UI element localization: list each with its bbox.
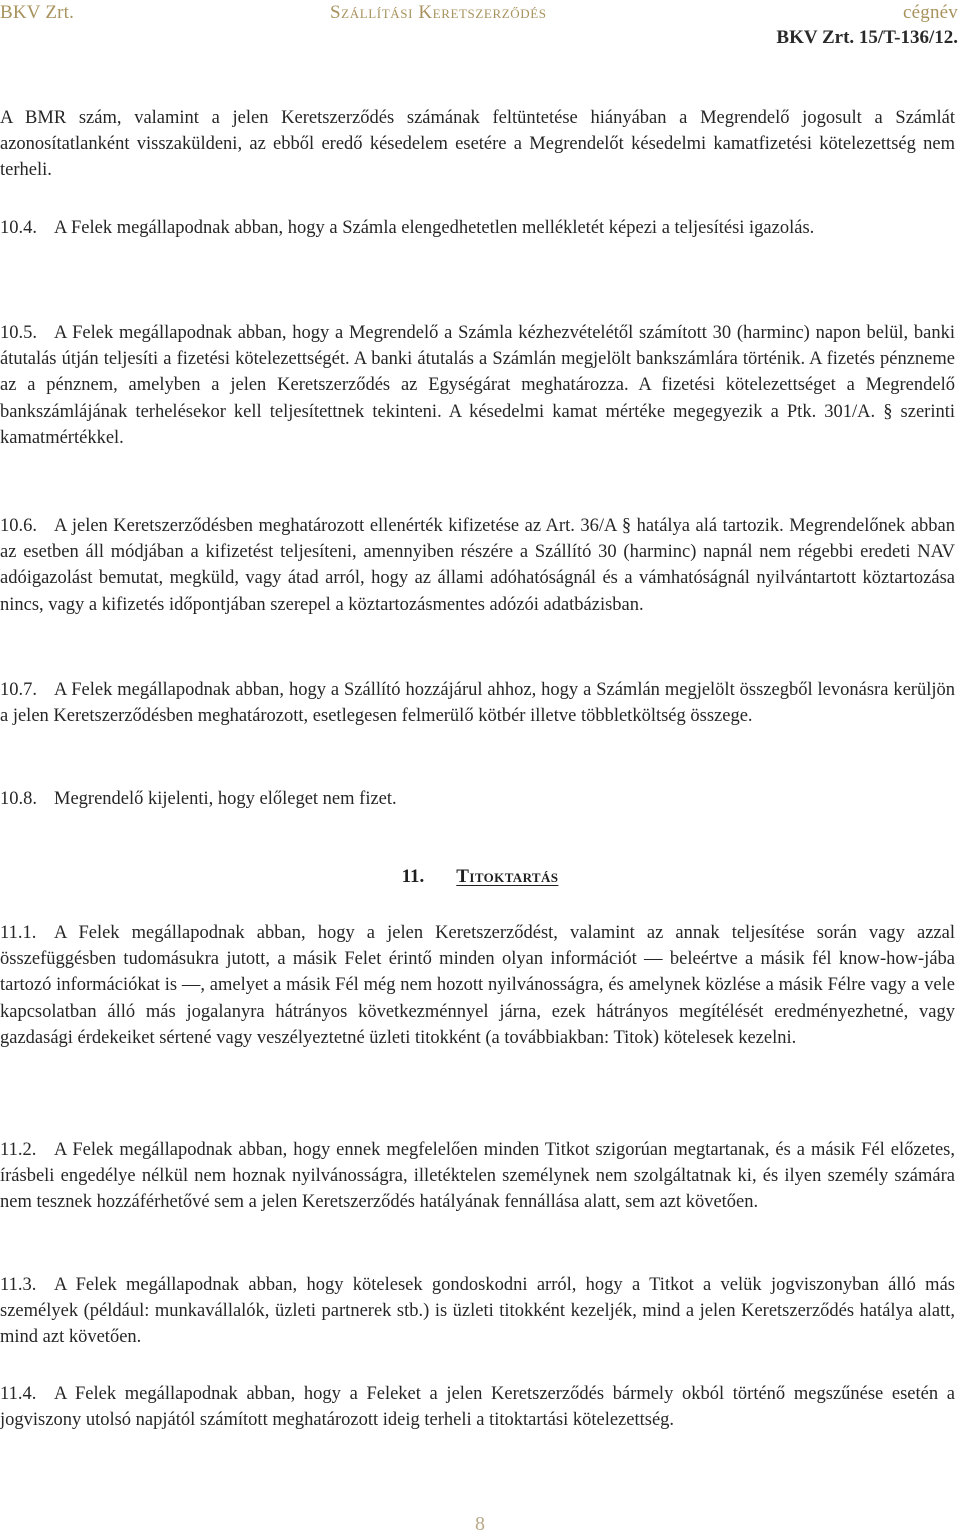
header-company: BKV Zrt. — [0, 2, 75, 23]
section-title: Titoktartás — [456, 866, 559, 887]
paragraph-11-4 — [0, 1381, 955, 1433]
header-document-title: Szállítási Keretszerződés — [330, 2, 547, 23]
section-heading-confidentiality — [0, 866, 960, 888]
paragraph-text: A jelen Keretszerződésben meghatározott ellenérték kifizetése az Art. 36/A § hatálya alá tartozik. Megrendelőnek abban az esetben áll módjában a kifizetést teljesíteni, amennyiben részére a Szállító 30 (harminc) napnál nem régebbi eredeti NAV adóigazolást bemutat, megküld, vagy átad arról, hogy az állami adóhatóságnál és a vámhatóságnál nyilvántartott köztartozása nincs, vagy a kifizetés időpontjában szerepel a köztartozásmentes adózói adatbázisban. — [0, 516, 955, 615]
paragraph-10-8 — [0, 786, 955, 812]
paragraph-number: 10.5. — [0, 323, 37, 343]
paragraph-number: 10.7. — [0, 680, 37, 700]
header-company-name-placeholder: cégnév — [903, 2, 958, 23]
paragraph-text: A Felek megállapodnak abban, hogy a jelen Keretszerződést, valamint az annak teljesítése során vagy azzal összefüggésben tudomásukra jutott, a másik Felet érintő minden olyan információt — beleértve a másik fél know-how-jába tartozó információkat is —, amelyet a másik Fél még nem hozott nyilvánosságra, és amelynek közlése a másik Félre vagy a vele kapcsolatban álló más jogalanyra hátrányos következménnyel járna, ezek hátrányos megítélését eredményezhetné, vagy gazdasági érdekeiket sértené vagy veszélyeztetné üzleti titokként (a továbbiakban: Titok) kötelesek kezelni. — [0, 923, 955, 1048]
paragraph-text: A Felek megállapodnak abban, hogy kötelesek gondoskodni arról, hogy a Titkot a velük jogviszonyban álló más személyek (például: munkavállalók, üzleti partnerek stb.) is üzleti titokként kezeljék, mind a jelen Keretszerződés hatálya alatt, mind azt követően. — [0, 1275, 955, 1348]
paragraph-text: A Felek megállapodnak abban, hogy a Szállító hozzájárul ahhoz, hogy a Számlán megjelölt összegből levonásra kerüljön a jelen Keretszerződésben meghatározott, esetlegesen felmerülő kötbér illetve többletköltség összege. — [0, 680, 955, 727]
paragraph-text: A Felek megállapodnak abban, hogy a Megrendelő a Számla kézhezvételétől számított 30 (harminc) napon belül, banki átutalás útján teljesíti a fizetési kötelezettségét. A banki átutalás a Számlán megjelölt bankszámlára történik. A fizetés pénzneme az a pénznem, amelyben a jelen Keretszerződés az Egységárat meghatározza. A fizetési kötelezettséget a Megrendelő bankszámlájának terhelésekor kell teljesítettnek tekinteni. A késedelmi kamat mértéke megegyezik a Ptk. 301/A. § szerinti kamatmértékkel. — [0, 323, 955, 448]
section-number: 11. — [401, 866, 425, 887]
paragraph-10-4 — [0, 215, 955, 241]
paragraph-11-1 — [0, 920, 955, 1051]
paragraph-number: 11.1. — [0, 923, 37, 943]
paragraph-number: 11.2. — [0, 1140, 37, 1160]
page-number: 8 — [475, 1513, 485, 1535]
paragraph-10-5 — [0, 320, 955, 451]
paragraph-number: 11.4. — [0, 1384, 37, 1404]
paragraph-number: 10.8. — [0, 789, 37, 809]
header-contract-reference: BKV Zrt. 15/T-136/12. — [776, 27, 958, 48]
paragraph-text: A Felek megállapodnak abban, hogy a Számla elengedhetetlen mellékletét képezi a teljesítési igazolás. — [54, 218, 815, 238]
paragraph-number: 11.3. — [0, 1275, 37, 1295]
paragraph-11-3 — [0, 1272, 955, 1351]
paragraph-text: Megrendelő kijelenti, hogy előleget nem fizet. — [54, 789, 397, 809]
paragraph-11-2 — [0, 1137, 955, 1216]
paragraph-number: 10.6. — [0, 516, 37, 536]
paragraph-10-6 — [0, 513, 955, 618]
paragraph-10-7 — [0, 677, 955, 729]
paragraph-text: A Felek megállapodnak abban, hogy ennek megfelelően minden Titkot szigorúan megtartanak, és a másik Fél előzetes, írásbeli engedélye nélkül nem hoznak nyilvánosságra, illetéktelen személynek nem szolgáltatnak ki, és ilyen személy számára nem tesznek hozzáférhetővé sem a jelen Keretszerződés hatályának fennállása alatt, sem azt követően. — [0, 1140, 955, 1213]
paragraph-number: 10.4. — [0, 218, 37, 238]
paragraph-text: A Felek megállapodnak abban, hogy a Feleket a jelen Keretszerződés bármely okból történő megszűnése esetén a jogviszony utolsó napjától számított meghatározott ideig terheli a titoktartási kötelezettség. — [0, 1384, 955, 1431]
paragraph-intro: A BMR szám, valamint a jelen Keretszerződés számának feltüntetése hiányában a Megrendelő jogosult a Számlát azonosítatlanként visszaküldeni, az ebből eredő késedelem esetére a Megrendelőt késedelmi kamatfizetési kötelezettség nem terheli. — [0, 108, 955, 181]
